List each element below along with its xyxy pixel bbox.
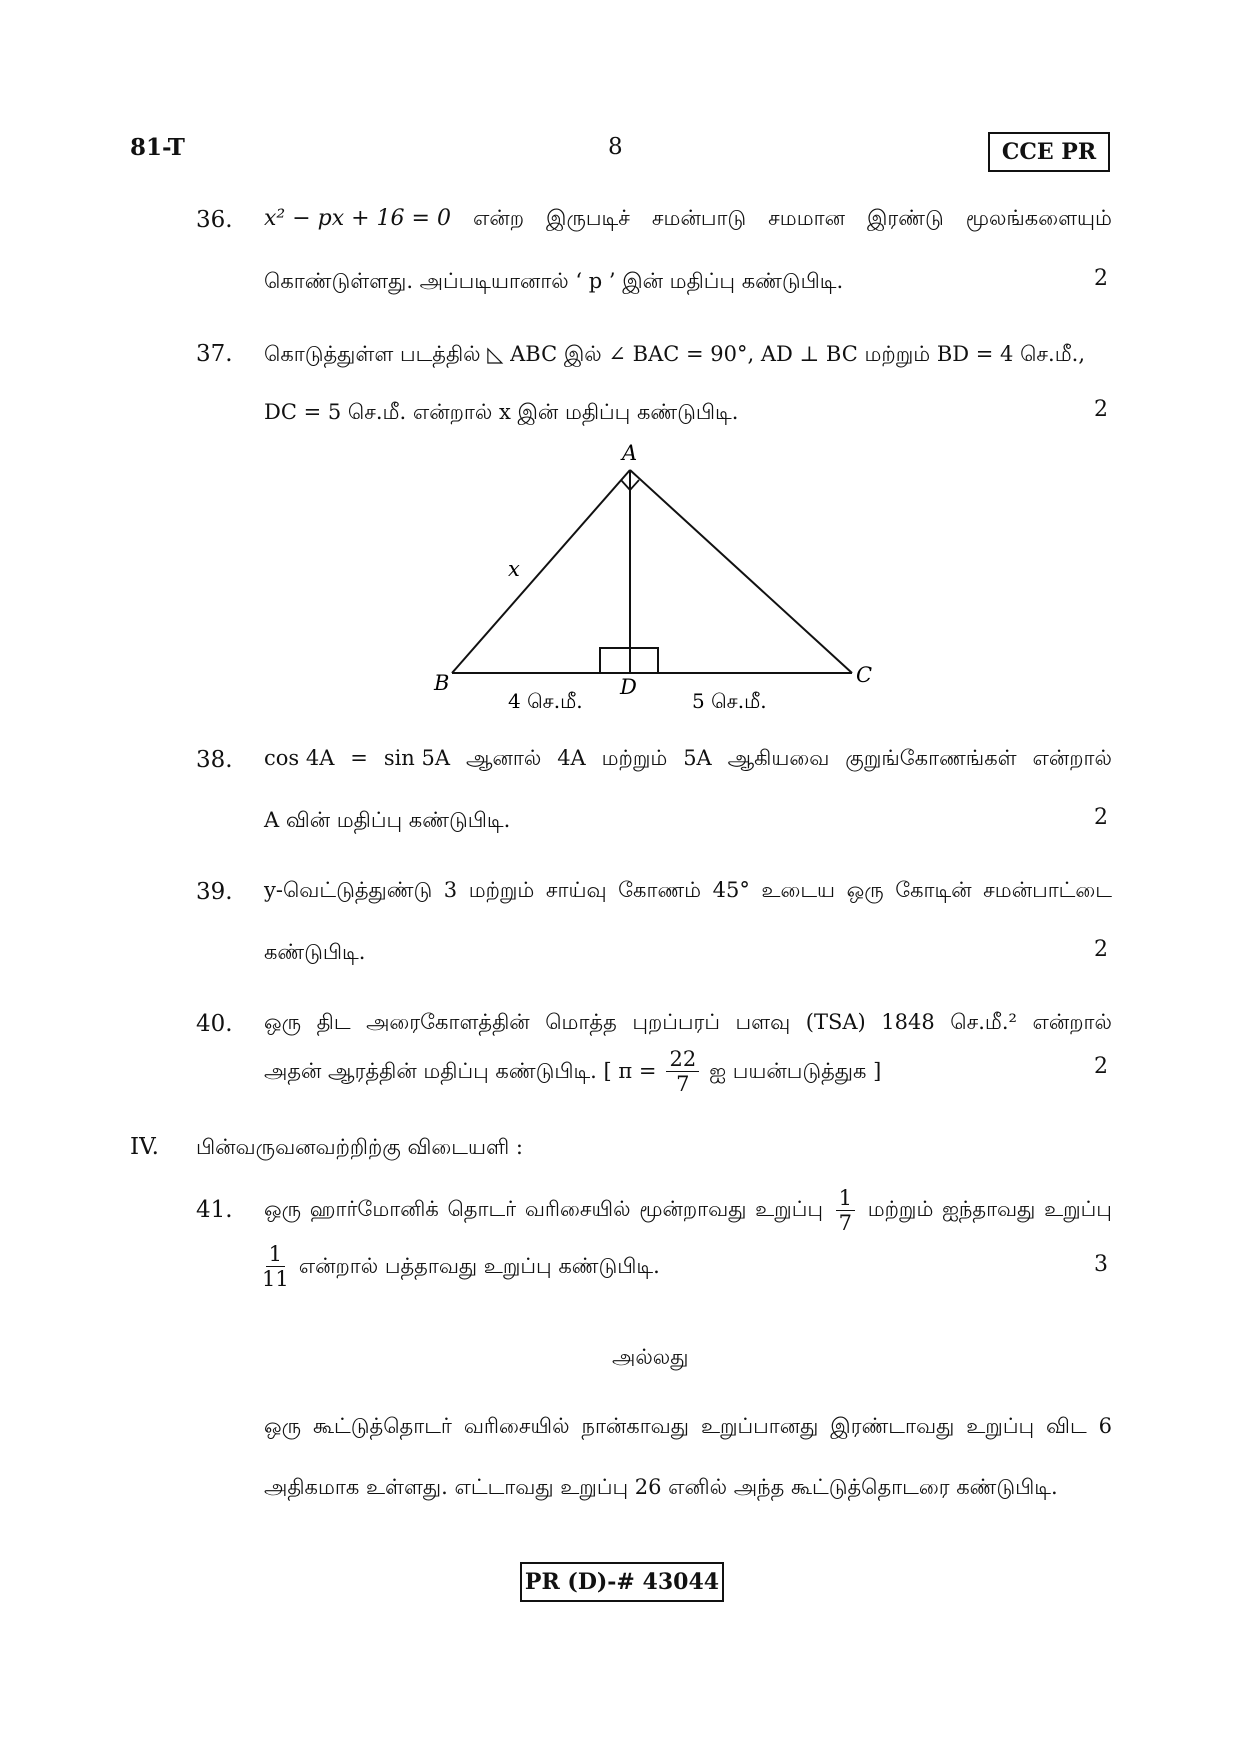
triangle-figure — [400, 430, 900, 720]
q36-equation: x² − px + 16 = 0 — [264, 206, 451, 231]
q41-marks: 3 — [1094, 1252, 1108, 1277]
page-number: 8 — [608, 134, 623, 160]
fifth-term-fraction: $\frac{1}{11}$ — [262, 1241, 289, 1291]
q41-number: 41. — [196, 1197, 233, 1223]
q39-marks: 2 — [1094, 937, 1108, 962]
q39-line1: y-வெட்டுத்துண்டு 3 மற்றும் சாய்வு கோணம் 45° உடைய ஒரு கோடின் சமன்பாட்டை — [264, 878, 1112, 902]
vertex-b-label: B — [434, 671, 450, 695]
q36-number: 36. — [196, 207, 233, 233]
section-iv-title: பின்வருவனவற்றிற்கு விடையளி : — [196, 1135, 523, 1159]
pi-fraction: $\frac{22}{7}$ — [666, 1047, 699, 1096]
q38-marks: 2 — [1094, 805, 1108, 830]
or-label: அல்லது — [612, 1345, 689, 1369]
q38-line2: A வின் மதிப்பு கண்டுபிடி. — [264, 808, 511, 832]
q40-number: 40. — [196, 1011, 233, 1037]
cce-pr-badge: CCE PR — [988, 132, 1110, 172]
footer-code-box: PR (D)-# 43044 — [520, 1562, 724, 1602]
q40-line2: அதன் ஆரத்தின் மதிப்பு கண்டுபிடி. [ π = $\frac{22}{7}$ ஐ பயன்படுத்துக ] — [264, 1046, 882, 1096]
q39-number: 39. — [196, 879, 233, 905]
q38-line1: cos 4A = sin 5A ஆனால் 4A மற்றும் 5A ஆகியவை குறுங்கோணங்கள் என்றால் — [264, 746, 1112, 770]
q37-line2: DC = 5 செ.மீ. என்றால் x இன் மதிப்பு கண்டுபிடி. — [264, 400, 739, 424]
q37-line1: கொடுத்துள்ள படத்தில் ◺ ABC இல் ∠ BAC = 90°, AD ⊥ BC மற்றும் BD = 4 செ.மீ., — [264, 342, 1086, 366]
side-ac — [630, 470, 852, 673]
q37-marks: 2 — [1094, 397, 1108, 422]
foot-d-label: D — [620, 675, 637, 699]
section-iv-number: IV. — [130, 1134, 159, 1160]
q38-number: 38. — [196, 747, 233, 773]
q40-marks: 2 — [1094, 1054, 1108, 1079]
paper-code: 81-T — [130, 134, 185, 161]
dc-length-label: 5 செ.மீ. — [692, 689, 767, 713]
q41-line1: ஒரு ஹார்மோனிக் தொடர் வரிசையில் மூன்றாவது உறுப்பு $\frac{1}{7}$ மற்றும் ஐந்தாவது உறுப்பு — [264, 1185, 1112, 1235]
q39-line2: கண்டுபிடி. — [264, 940, 366, 964]
third-term-fraction: $\frac{1}{7}$ — [836, 1186, 855, 1235]
side-ab — [452, 470, 630, 673]
q36-marks: 2 — [1094, 266, 1108, 291]
q40-line1: ஒரு திட அரைகோளத்தின் மொத்த புறப்பரப் பளவு (TSA) 1848 செ.மீ.² என்றால் — [264, 1010, 1112, 1034]
q41-alt-line1: ஒரு கூட்டுத்தொடர் வரிசையில் நான்காவது உறுப்பானது இரண்டாவது உறுப்பு விட 6 — [264, 1414, 1112, 1438]
side-x-label: x — [508, 557, 520, 581]
q41-alt-line2: அதிகமாக உள்ளது. எட்டாவது உறுப்பு 26 எனில் அந்த கூட்டுத்தொடரை கண்டுபிடி. — [264, 1475, 1058, 1499]
q36-line1: x² − px + 16 = 0 என்ற இருபடிச் சமன்பாடு சமமான இரண்டு மூலங்களையும் — [264, 206, 1112, 231]
vertex-a-label: A — [622, 441, 638, 465]
bd-length-label: 4 செ.மீ. — [508, 689, 583, 713]
q37-number: 37. — [196, 341, 233, 367]
q36-line2: கொண்டுள்ளது. அப்படியானால் ‘ p ’ இன் மதிப்பு கண்டுபிடி. — [264, 269, 844, 293]
q41-line2: $\frac{1}{11}$ என்றால் பத்தாவது உறுப்பு கண்டுபிடி. — [262, 1241, 660, 1291]
vertex-c-label: C — [856, 663, 873, 687]
